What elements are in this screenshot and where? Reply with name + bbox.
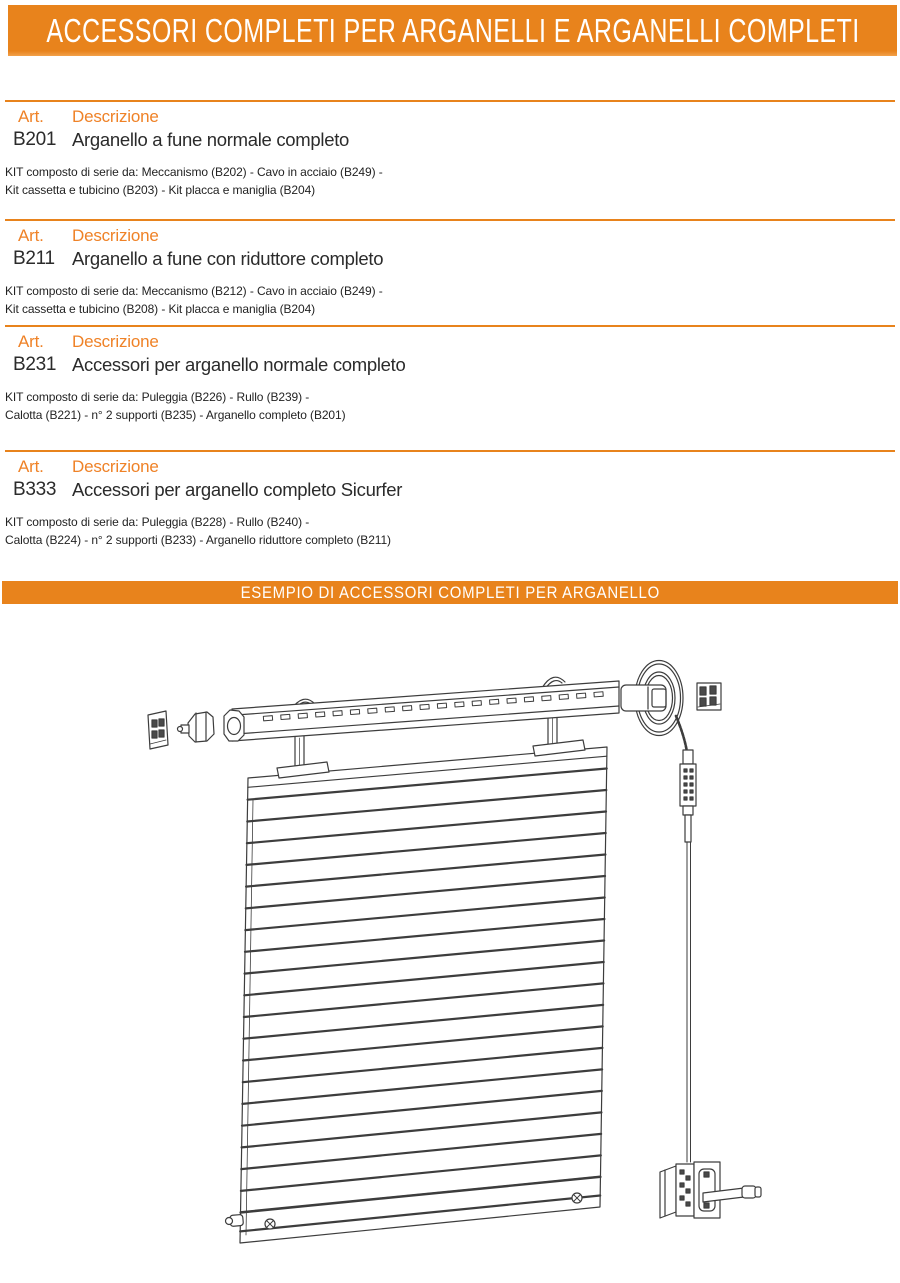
article-code: B211 [13, 248, 55, 269]
kit-line: Calotta (B221) - n° 2 supporti (B235) - Arganello completo (B201) [5, 407, 346, 422]
art-column-header: Art. [18, 226, 44, 245]
desc-column-header: Descrizione [72, 332, 159, 351]
wall-bracket-right [697, 683, 721, 710]
article-section-b333 [0, 450, 900, 568]
article-code: B231 [13, 354, 57, 375]
article-section-b201 [0, 100, 900, 218]
winder-plate [694, 1162, 720, 1218]
winder-mechanism [660, 1162, 761, 1218]
article-description: Arganello a fune con riduttore completo [72, 248, 384, 269]
example-title-bar [2, 581, 898, 604]
article-description: Accessori per arganello normale completo [72, 354, 406, 375]
art-column-header: Art. [18, 457, 44, 476]
example-title: ESEMPIO DI ACCESSORI COMPLETI PER ARGANELLO [240, 582, 660, 602]
desc-column-header: Descrizione [72, 107, 159, 126]
bottom-bar-screw [572, 1193, 582, 1203]
technical-drawing [0, 620, 900, 1283]
kit-composition [5, 164, 383, 199]
section-divider [5, 100, 895, 102]
section-divider [5, 219, 895, 221]
roller-tube [224, 681, 619, 741]
article-code: B201 [13, 129, 57, 150]
wall-bracket-left [148, 711, 168, 749]
article-section-b231 [0, 325, 900, 443]
cable-joiner [680, 750, 696, 842]
desc-column-header: Descrizione [72, 457, 159, 476]
article-description: Accessori per arganello completo Sicurfer [72, 479, 403, 500]
kit-line: KIT composto di serie da: Puleggia (B228) - Rullo (B240) - [5, 515, 310, 529]
kit-composition [5, 389, 345, 424]
article-code: B333 [13, 479, 57, 500]
section-divider [5, 450, 895, 452]
article-section-b211 [0, 219, 900, 337]
kit-composition [5, 514, 391, 549]
kit-line: Kit cassetta e tubicino (B208) - Kit placca e maniglia (B204) [5, 301, 316, 316]
curtain-stopper-pin [226, 1214, 244, 1226]
section-divider [5, 325, 895, 327]
page-title: ACCESSORI COMPLETI PER ARGANELLI E ARGANELLI COMPLETI [45, 11, 860, 49]
kit-line: KIT composto di serie da: Meccanismo (B212) - Cavo in acciaio (B249) - [5, 284, 383, 298]
kit-line: KIT composto di serie da: Puleggia (B226) - Rullo (B239) - [5, 390, 310, 404]
bottom-bar-screw [265, 1219, 275, 1229]
art-column-header: Art. [18, 107, 44, 126]
kit-line: Kit cassetta e tubicino (B203) - Kit placca e maniglia (B204) [5, 182, 316, 197]
article-description: Arganello a fune normale completo [72, 129, 350, 150]
art-column-header: Art. [18, 332, 44, 351]
kit-line: Calotta (B224) - n° 2 supporti (B233) - Arganello riduttore completo (B211) [5, 532, 391, 547]
steel-cable [676, 716, 696, 1162]
desc-column-header: Descrizione [72, 226, 159, 245]
page-title-bar [8, 5, 897, 56]
calotta-cap [178, 712, 215, 742]
kit-line: KIT composto di serie da: Meccanismo (B202) - Cavo in acciaio (B249) - [5, 165, 383, 179]
kit-composition [5, 283, 383, 318]
shutter-curtain [226, 747, 608, 1243]
pulley [621, 661, 683, 736]
